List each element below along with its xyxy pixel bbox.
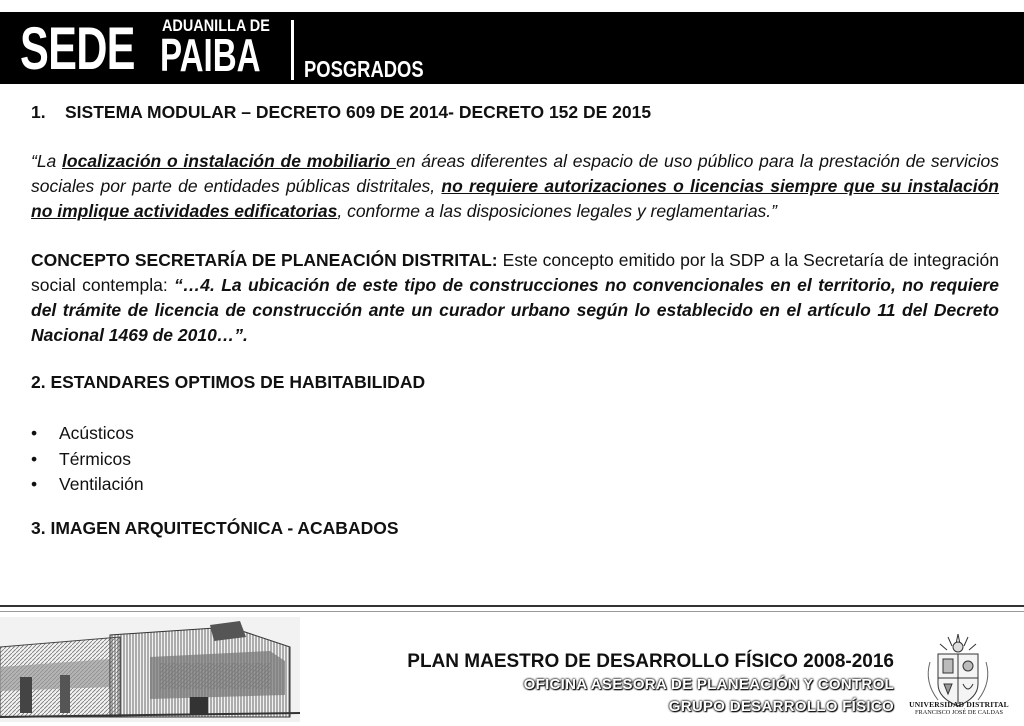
concept-paragraph bbox=[31, 248, 999, 348]
section-1-heading bbox=[31, 100, 999, 125]
header-posgrados-text: POSGRADOS bbox=[304, 56, 424, 82]
footer-divider bbox=[0, 605, 1024, 607]
bullet-icon: • bbox=[31, 448, 38, 469]
bullet-icon: • bbox=[31, 474, 38, 494]
quote-underlined-2: no requiere autorizaciones o licencias siempre que su instalación no implique actividades edificatorias bbox=[31, 176, 999, 221]
footer-divider-thin bbox=[0, 611, 1024, 612]
section-1-number: 1. bbox=[31, 102, 46, 122]
footer-group: GRUPO DESARROLLO FÍSICO bbox=[668, 698, 894, 715]
header-banner bbox=[0, 12, 1024, 84]
list-item-label: Ventilación bbox=[59, 474, 144, 494]
list-item bbox=[31, 447, 999, 473]
header-divider bbox=[291, 20, 294, 80]
university-subname: FRANCISCO JOSÉ DE CALDAS bbox=[915, 709, 1003, 716]
list-item bbox=[31, 421, 999, 447]
building-sketch-image bbox=[0, 617, 300, 722]
university-name: UNIVERSIDAD DISTRITAL bbox=[909, 700, 1009, 709]
quote-open: “La bbox=[31, 151, 63, 171]
concept-text: Este concepto emitido por la SDP a la Secretaría de integración social contempla: bbox=[31, 250, 999, 295]
header-aduanilla-text: ADUANILLA DE bbox=[162, 16, 270, 35]
list-item-label: Térmicos bbox=[59, 448, 131, 469]
habitability-list bbox=[31, 421, 999, 498]
footer-office: OFICINA ASESORA DE PLANEACIÓN Y CONTROL bbox=[523, 676, 894, 693]
section-1-title: SISTEMA MODULAR – DECRETO 609 DE 2014- DECRETO 152 DE 2015 bbox=[65, 102, 652, 122]
header-sede-text: SEDE bbox=[20, 15, 135, 82]
concept-label: CONCEPTO SECRETARÍA DE PLANEACIÓN DISTRITAL: bbox=[31, 250, 498, 270]
decree-quote bbox=[31, 149, 999, 224]
header-paiba-text: PAIBA bbox=[160, 29, 261, 81]
bullet-icon: • bbox=[31, 423, 38, 443]
quote-underlined-1: localización o instalación de mobiliario bbox=[62, 151, 397, 171]
list-item-label: Acústicos bbox=[59, 423, 134, 443]
slide-content bbox=[31, 100, 999, 541]
quote-middle: en áreas diferentes al espacio de uso público para la prestación de servicios sociales por parte de entidades públicas distritales, bbox=[31, 151, 999, 196]
quote-close: , conforme a las disposiciones legales y reglamentarias.” bbox=[337, 201, 777, 221]
concept-emphasis: “…4. La ubicación de este tipo de construcciones no convencionales en el territorio, no requiere del trámite de licencia de construcción ante un curador urbano según lo establecido en el artículo 11 del Decreto Nacional 1469 de 2010…”. bbox=[31, 275, 999, 345]
section-3-heading: 3. IMAGEN ARQUITECTÓNICA - ACABADOS bbox=[31, 517, 399, 538]
footer-plan-title: PLAN MAESTRO DE DESARROLLO FÍSICO 2008-2016 bbox=[407, 651, 894, 672]
section-2-heading: 2. ESTANDARES OPTIMOS DE HABITABILIDAD bbox=[31, 372, 426, 392]
list-item bbox=[31, 472, 999, 498]
